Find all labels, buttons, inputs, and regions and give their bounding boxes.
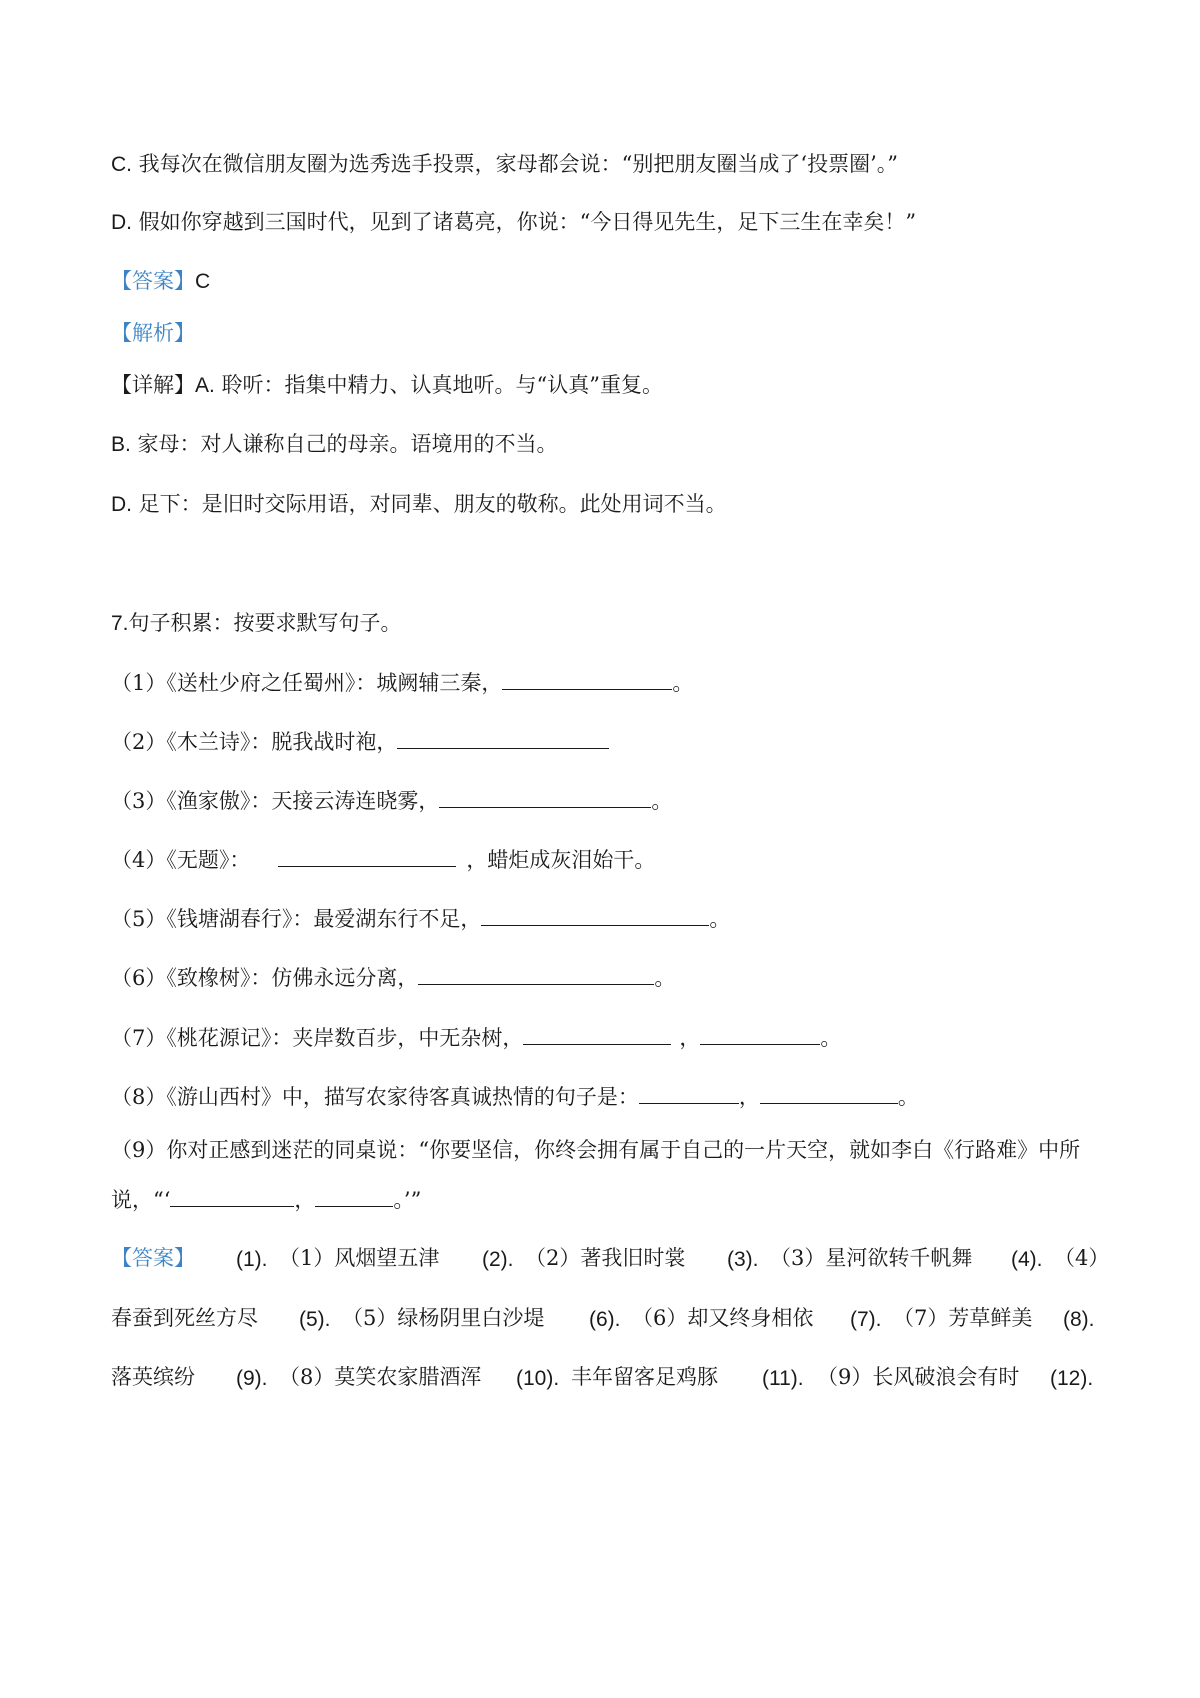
- option-c-text: 我每次在微信朋友圈为选秀选手投票，家母都会说：“别把朋友圈当成了‘投票圈’。”: [132, 152, 898, 176]
- answer-text: （7）芳草鲜美: [893, 1306, 1033, 1330]
- q7-item-4: [111, 846, 655, 874]
- option-c: [111, 150, 898, 179]
- item-text: （9）你对正感到迷茫的同桌说：“你要坚信，你终会拥有属于自己的一片天空，就如李白《行路难》中所: [111, 1138, 1081, 1162]
- item-text: 。: [820, 1026, 842, 1050]
- answer-text: （2）著我旧时裳: [525, 1246, 686, 1270]
- item-text: （1）《送杜少府之任蜀州》：城阙辅三秦，: [111, 671, 503, 695]
- analysis-a: [111, 371, 663, 400]
- answer-number: (8).: [1063, 1308, 1095, 1331]
- item-text: ，: [294, 1188, 316, 1212]
- item-text: （8）《游山西村》中，描写农家待客真诚热情的句子是：: [111, 1085, 639, 1109]
- answer-number: (11).: [762, 1367, 804, 1390]
- answer-number: (12).: [1050, 1367, 1094, 1390]
- fill-blank: [502, 669, 672, 690]
- answer-text: （5）绿杨阴里白沙堤: [342, 1306, 545, 1330]
- answer-text: （9）长风破浪会有时: [817, 1365, 1020, 1389]
- q7-item-2: [111, 728, 609, 756]
- answer-value: C: [195, 270, 211, 293]
- item-text: 。: [897, 1085, 919, 1109]
- item-text: 。: [654, 966, 676, 990]
- fill-blank: [278, 846, 456, 867]
- answer-number: (9).: [236, 1367, 268, 1390]
- q7-item-9-line1: [111, 1136, 1080, 1164]
- q7-item-5: [111, 905, 730, 933]
- fill-blank: [700, 1024, 820, 1045]
- item-text: 。: [651, 789, 673, 813]
- answer-number: (6).: [589, 1308, 621, 1331]
- answer-number: (4).: [1011, 1248, 1043, 1271]
- answer-text: （1）风烟望五津: [279, 1246, 440, 1270]
- fill-blank: [315, 1186, 393, 1207]
- fill-blank: [481, 905, 709, 926]
- q7-item-1: [111, 669, 693, 697]
- answer-text: （6）却又终身相依: [632, 1306, 814, 1330]
- option-d-text: 假如你穿越到三国时代，见到了诸葛亮，你说：“今日得见先生，足下三生在幸矣！”: [132, 210, 917, 234]
- q7-item-9-line2: [111, 1186, 421, 1214]
- answer-text: 落英缤纷: [111, 1365, 195, 1389]
- fill-blank: [418, 964, 654, 985]
- answer-text: （4）: [1054, 1246, 1110, 1270]
- answer-number: (5).: [299, 1308, 331, 1331]
- item-text: （7）《桃花源记》：夹岸数百步，中无杂树，: [111, 1026, 524, 1050]
- q6-answer: [111, 267, 210, 296]
- item-text: 。: [709, 907, 731, 931]
- answer-text: 丰年留客足鸡豚: [571, 1365, 718, 1389]
- item-text: 。: [672, 671, 694, 695]
- item-text: （5）《钱塘湖春行》：最爱湖东行不足，: [111, 907, 482, 931]
- item-text: ，蜡炬成灰泪始干。: [466, 848, 656, 872]
- q7-item-6: [111, 964, 675, 992]
- item-text: ，: [679, 1026, 701, 1050]
- option-d-letter: D.: [111, 211, 132, 234]
- analysis-label: 【解析】: [111, 321, 195, 345]
- analysis-b: [111, 430, 558, 459]
- answer-number: (2).: [482, 1248, 514, 1271]
- analysis-b-text: 家母：对人谦称自己的母亲。语境用的不当。: [130, 432, 558, 456]
- detail-label: 【详解】: [111, 373, 195, 397]
- q7-title: 句子积累：按要求默写句子。: [128, 611, 402, 635]
- answer-number: (3).: [727, 1248, 759, 1271]
- analysis-a-letter: A.: [195, 374, 215, 397]
- fill-blank: [523, 1024, 671, 1045]
- analysis-a-text: 聆听：指集中精力、认真地听。与“认真”重复。: [214, 373, 663, 397]
- analysis-d-text: 足下：是旧时交际用语，对同辈、朋友的敬称。此处用词不当。: [132, 492, 727, 516]
- option-c-letter: C.: [111, 153, 132, 176]
- answer-text: 春蚕到死丝方尽: [111, 1306, 258, 1330]
- item-text: 。’”: [393, 1188, 422, 1212]
- item-text: （4）《无题》：: [111, 848, 251, 872]
- q7-item-7: [111, 1024, 841, 1052]
- answer-number: (7).: [850, 1308, 882, 1331]
- q7-item-8: [111, 1083, 919, 1111]
- item-text: （2）《木兰诗》：脱我战时袍，: [111, 730, 398, 754]
- item-text: （6）《致橡树》：仿佛永远分离，: [111, 966, 419, 990]
- q7-heading: [111, 609, 402, 638]
- item-text: 说，“‘: [111, 1188, 171, 1212]
- analysis-d-letter: D.: [111, 493, 132, 516]
- item-text: （3）《渔家傲》：天接云涛连晓雾，: [111, 789, 440, 813]
- fill-blank: [760, 1083, 898, 1104]
- fill-blank: [639, 1083, 739, 1104]
- q7-item-3: [111, 787, 672, 815]
- analysis-d: [111, 490, 727, 519]
- analysis-b-letter: B.: [111, 433, 131, 456]
- answer-label: 【答案】: [111, 269, 195, 293]
- item-text: ，: [738, 1085, 760, 1109]
- q6-analysis-label: [111, 319, 195, 347]
- fill-blank: [397, 728, 609, 749]
- answer-text: （3）星河欲转千帆舞: [770, 1246, 973, 1270]
- option-d: [111, 208, 916, 237]
- answer-text: （8）莫笑农家腊酒浑: [279, 1365, 482, 1389]
- answer-number: (10).: [516, 1367, 560, 1390]
- answer-label: 【答案】: [111, 1246, 195, 1270]
- fill-blank: [439, 787, 651, 808]
- fill-blank: [170, 1186, 294, 1207]
- q7-number: 7.: [111, 612, 129, 635]
- answer-number: (1).: [236, 1248, 268, 1271]
